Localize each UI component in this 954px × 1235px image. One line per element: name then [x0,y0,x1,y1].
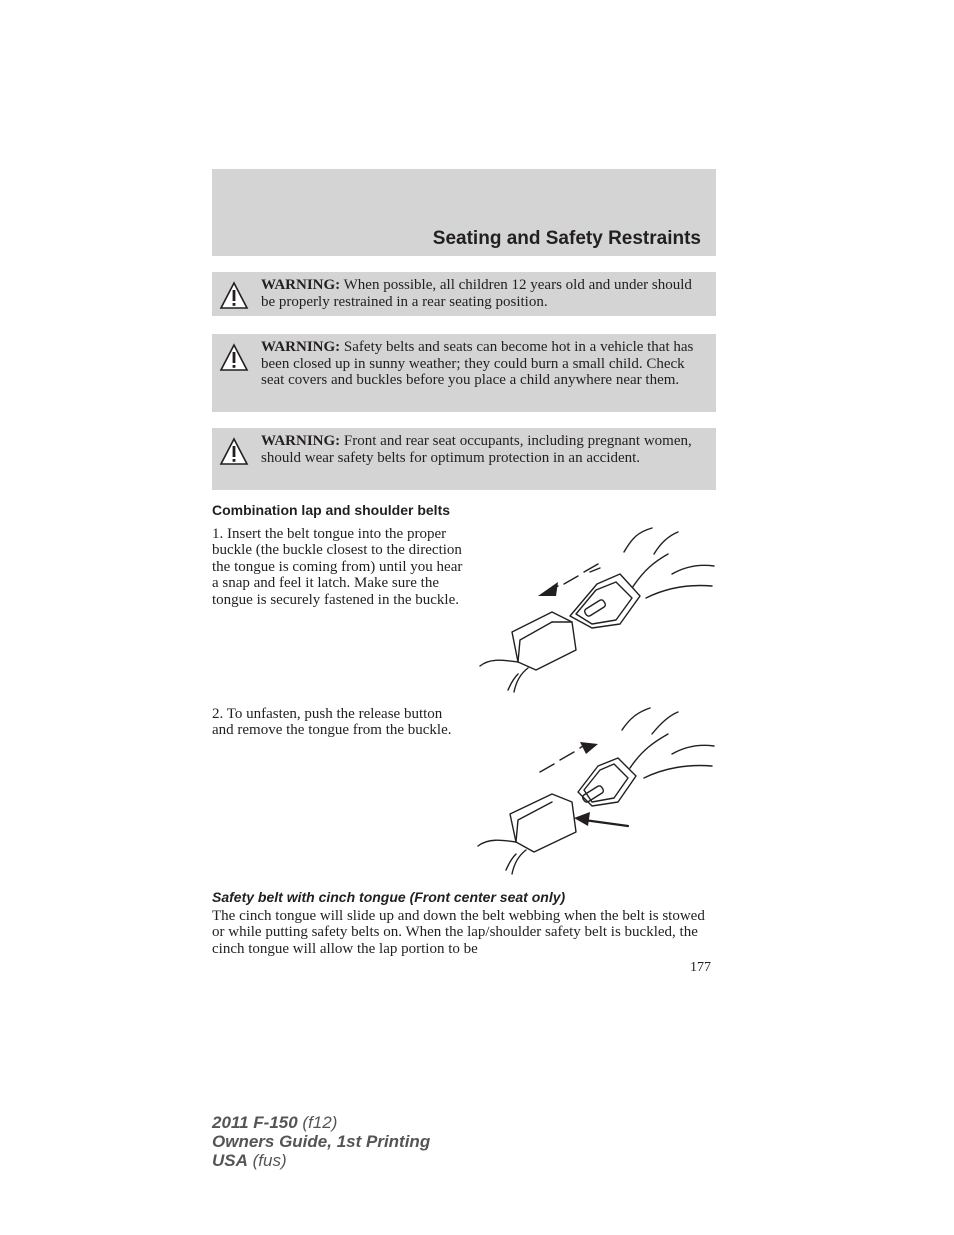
warning-label: WARNING: [261,433,341,449]
cinch-tongue-text: The cinch tongue will slide up and down the belt webbing when the belt is stowed or while putting safety belts on. When the lap/shoulder safety belt is buckled, the cinch tongue will allow the lap portion to be [212,908,705,957]
footer-guide: Owners Guide, 1st Printing [212,1132,431,1151]
warning-triangle-icon [219,281,249,311]
page-number: 177 [690,960,711,975]
warning-label: WARNING: [261,339,341,355]
step-2-text: 2. To unfasten, push the release button and remove the tongue from the buckle. [212,706,452,739]
warning-label: WARNING: [261,277,341,293]
section-header [212,169,716,256]
section-heading-cinch: Safety belt with cinch tongue (Front center seat only) [212,889,566,905]
buckle-release-illustration [472,706,718,876]
footer-model-code: (f12) [297,1113,338,1132]
footer-model: 2011 F-150 [212,1113,298,1132]
footer-region-code: (fus) [247,1151,287,1170]
warning-box-3 [212,428,716,490]
buckle-insert-illustration [472,524,718,694]
document-footer [212,1113,430,1170]
step-1-text: 1. Insert the belt tongue into the proper buckle (the buckle closest to the direction the tongue is coming from) until you hear a snap and feel it latch. Make sure the tongue is securely fastened in the buckle. [212,526,463,608]
section-title: Seating and Safety Restraints [432,228,701,249]
footer-region: USA [212,1151,248,1170]
warning-triangle-icon [219,343,249,373]
warning-box-1 [212,272,716,316]
warning-text: When possible, all children 12 years old and under should be properly restrained in a rear seating position. [261,277,692,310]
warning-triangle-icon [219,437,249,467]
warning-text: Safety belts and seats can become hot in a vehicle that has been closed up in sunny weather; they could burn a small child. Check seat covers and buckles before you place a child anywhere near them. [261,339,694,388]
section-heading-belts: Combination lap and shoulder belts [212,502,451,518]
warning-text: Front and rear seat occupants, including pregnant women, should wear safety belts for optimum protection in an accident. [261,433,692,466]
warning-box-2 [212,334,716,412]
